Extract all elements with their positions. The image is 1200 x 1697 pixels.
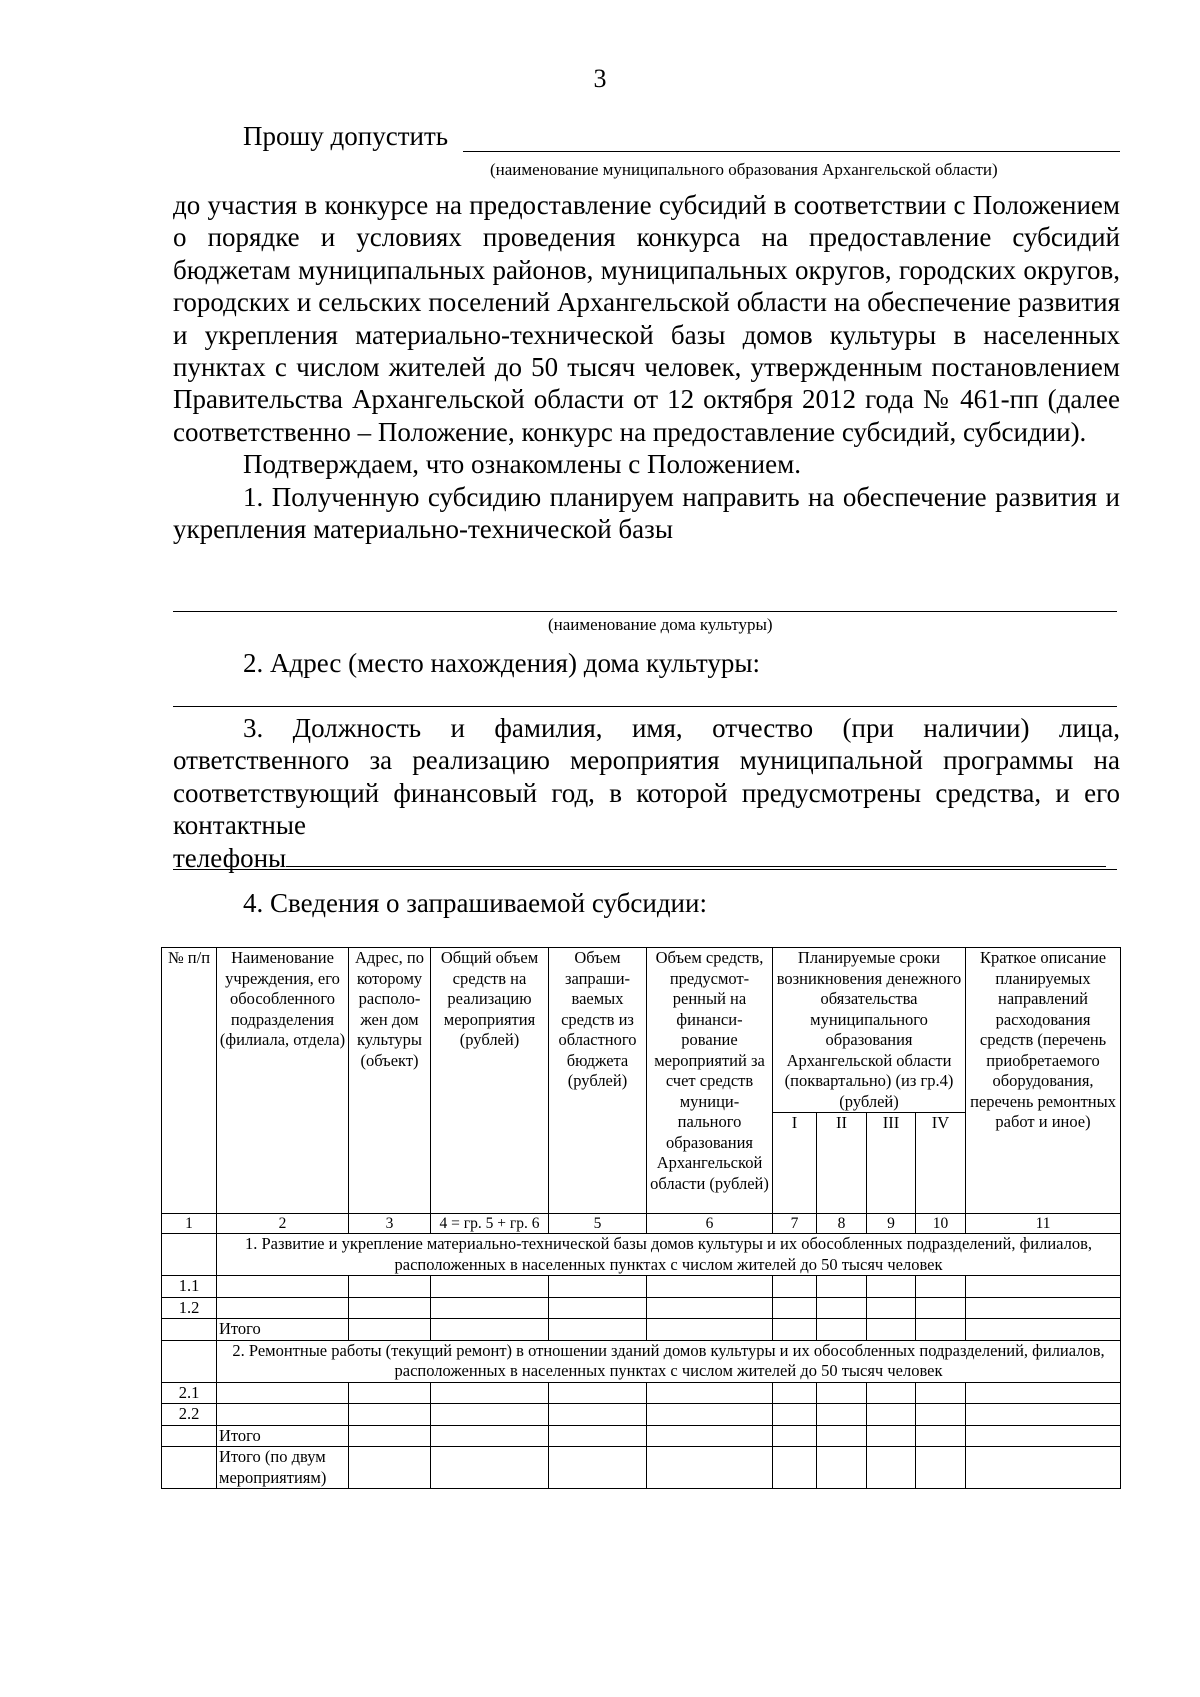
empty-cell [162,1319,217,1341]
table-cell[interactable] [431,1447,549,1489]
table-cell[interactable] [431,1319,549,1341]
table-cell[interactable] [431,1425,549,1447]
table-cell[interactable] [349,1425,431,1447]
table-cell[interactable] [966,1404,1121,1426]
header-description: Краткое описание планируемых направлений расходования средств (перечень приобретаемого оборудования, перечень ремонтных работ и иное) [966,948,1121,1214]
table-row [162,1276,1121,1298]
table-cell[interactable] [773,1319,817,1341]
table-cell[interactable] [549,1276,647,1298]
empty-cell [162,1447,217,1489]
table-cell[interactable] [867,1297,916,1319]
header-address: Адрес, по которому располо-жен дом культуры (объект) [349,948,431,1214]
section2-total-label: Итого [217,1425,349,1447]
table-cell[interactable] [867,1382,916,1404]
table-cell[interactable] [349,1319,431,1341]
header-quarter-1: I [773,1113,817,1214]
municipality-hint: (наименование муниципального образования Архангельской области) [490,160,998,179]
table-cell[interactable] [431,1382,549,1404]
item1-text: 1. Полученную субсидию планируем направить на обеспечение развития и укрепления материально-технической базы [173,481,1120,545]
column-number: 4 = гр. 5 + гр. 6 [431,1214,549,1234]
table-cell[interactable] [817,1297,867,1319]
table-cell[interactable] [916,1425,966,1447]
house-of-culture-name-field[interactable] [173,611,1117,612]
table-cell[interactable] [647,1319,773,1341]
table-cell[interactable] [867,1319,916,1341]
table-cell[interactable] [431,1404,549,1426]
table-cell[interactable] [217,1276,349,1298]
table-cell[interactable] [916,1382,966,1404]
table-cell[interactable] [431,1276,549,1298]
table-cell[interactable] [916,1404,966,1426]
section1-total-label: Итого [217,1319,349,1341]
column-number: 7 [773,1214,817,1234]
item3-text: 3. Должность и фамилия, имя, отчество (при наличии) лица, ответственного за реализацию мероприятия муниципальной программы на соответствующий финансовый год, в которой предусмотрены средства, и его контактные [173,713,1120,841]
table-cell[interactable] [817,1447,867,1489]
extra-phones-field[interactable] [173,869,1117,870]
table-cell[interactable] [549,1297,647,1319]
section1-title-row [162,1234,1121,1276]
column-number: 1 [162,1214,217,1234]
table-cell[interactable] [817,1404,867,1426]
table-cell[interactable] [773,1425,817,1447]
table-cell[interactable] [217,1404,349,1426]
column-number: 9 [867,1214,916,1234]
table-cell[interactable] [916,1447,966,1489]
body-paragraph: до участия в конкурсе на предоставление субсидий в соответствии с Положением о порядке и условиях проведения конкурса на предоставление субсидий бюджетам муниципальных районов, муниципальных округов, городских округов, городских и сельских поселений Архангельской области на обеспечение развития и укрепления материально-технической базы домов культуры в населенных пунктах с числом жителей до 50 тысяч человек, утвержденным постановлением Правительства Архангельской области от 12 октября 2012 года № 461-пп (далее соответственно – Положение, конкурс на предоставление субсидий, субсидии). [173,190,1120,447]
table-cell[interactable] [966,1425,1121,1447]
item3-block [173,712,1120,874]
table-cell[interactable] [817,1319,867,1341]
table-cell[interactable] [647,1382,773,1404]
row-number: 1.2 [162,1297,217,1319]
table-cell[interactable] [966,1319,1121,1341]
column-number: 11 [966,1214,1121,1234]
section1-title: 1. Развитие и укрепление материально-технической базы домов культуры и их обособленных подразделений, филиалов, расположенных в населенных пунктах с числом жителей до 50 тысяч человек [217,1234,1121,1276]
table-cell[interactable] [867,1447,916,1489]
header-no: № п/п [162,948,217,1214]
column-number: 8 [817,1214,867,1234]
table-cell[interactable] [817,1425,867,1447]
phones-label: телефоны [173,842,287,873]
grand-total-label: Итого (по двум мероприятиям) [217,1447,349,1489]
page-number: 3 [593,64,607,93]
table-cell[interactable] [773,1404,817,1426]
table-cell[interactable] [549,1425,647,1447]
header-quarter-2: II [817,1113,867,1214]
subsidy-table [161,947,1121,1489]
table-cell[interactable] [431,1297,549,1319]
table-cell[interactable] [817,1276,867,1298]
table-cell[interactable] [349,1404,431,1426]
column-number: 6 [647,1214,773,1234]
table-cell[interactable] [817,1382,867,1404]
request-row [173,121,1120,157]
table-cell[interactable] [349,1297,431,1319]
table-cell[interactable] [349,1382,431,1404]
table-cell[interactable] [916,1276,966,1298]
table-cell[interactable] [647,1276,773,1298]
grand-total-row [162,1447,1121,1489]
house-of-culture-hint: (наименование дома культуры) [548,615,773,634]
table-row [162,1297,1121,1319]
table-cell[interactable] [217,1382,349,1404]
table-cell[interactable] [217,1297,349,1319]
row-number: 1.1 [162,1276,217,1298]
table-cell[interactable] [966,1297,1121,1319]
table-cell[interactable] [647,1425,773,1447]
table-header-row [162,948,1121,1113]
table-cell[interactable] [916,1319,966,1341]
table-cell[interactable] [966,1447,1121,1489]
table-cell[interactable] [647,1447,773,1489]
table-cell[interactable] [549,1382,647,1404]
empty-cell [162,1234,217,1276]
column-number: 10 [916,1214,966,1234]
section1-total-row [162,1319,1121,1341]
header-total: Общий объем средств на реализацию мероприятия (рублей) [431,948,549,1214]
column-number: 3 [349,1214,431,1234]
table-cell[interactable] [549,1447,647,1489]
confirmation-text: Подтверждаем, что ознакомлены с Положением. [243,449,801,480]
header-municipal: Объем средств, предусмот-ренный на финанси-рование мероприятий за счет средств муници-пального образования Архангельской области (рублей) [647,948,773,1214]
table-row [162,1382,1121,1404]
section2-title-row [162,1340,1121,1382]
table-cell[interactable] [966,1382,1121,1404]
section2-title: 2. Ремонтные работы (текущий ремонт) в отношении зданий домов культуры и их обособленных подразделений, филиалов, расположенных в населенных пунктах с числом жителей до 50 тысяч человек [217,1340,1121,1382]
table-cell[interactable] [549,1319,647,1341]
main-paragraph-block [173,189,1120,545]
row-number: 2.2 [162,1404,217,1426]
table-cell[interactable] [773,1382,817,1404]
table-cell[interactable] [867,1425,916,1447]
table-cell[interactable] [349,1447,431,1489]
table-cell[interactable] [349,1276,431,1298]
empty-cell [162,1340,217,1382]
municipality-name-field[interactable] [463,151,1120,152]
table-cell[interactable] [773,1447,817,1489]
column-number: 5 [549,1214,647,1234]
column-numbers-row [162,1214,1121,1234]
table-cell[interactable] [647,1297,773,1319]
table-cell[interactable] [773,1276,817,1298]
table-cell[interactable] [773,1297,817,1319]
table-cell[interactable] [647,1404,773,1426]
table-cell[interactable] [867,1404,916,1426]
phones-field[interactable] [286,865,1106,867]
row-number: 2.1 [162,1382,217,1404]
column-number: 2 [217,1214,349,1234]
item2-text: 2. Адрес (место нахождения) дома культуры: [243,648,760,678]
header-schedule: Планируемые сроки возникновения денежного обязательства муниципального образования Архангельской области (поквартально) (из гр.4) (рублей) [773,948,966,1113]
header-name: Наименование учреждения, его обособленного подразделения (филиала, отдела) [217,948,349,1214]
header-requested: Объем запраши-ваемых средств из областного бюджета (рублей) [549,948,647,1214]
request-lead: Прошу допустить [243,121,449,151]
address-field[interactable] [173,706,1117,707]
section2-total-row [162,1425,1121,1447]
table-row [162,1404,1121,1426]
table-cell[interactable] [549,1404,647,1426]
header-quarter-3: III [867,1113,916,1214]
table-cell[interactable] [966,1276,1121,1298]
empty-cell [162,1425,217,1447]
table-cell[interactable] [916,1297,966,1319]
table-cell[interactable] [867,1276,916,1298]
item4-heading: 4. Сведения о запрашиваемой субсидии: [243,888,707,918]
header-quarter-4: IV [916,1113,966,1214]
